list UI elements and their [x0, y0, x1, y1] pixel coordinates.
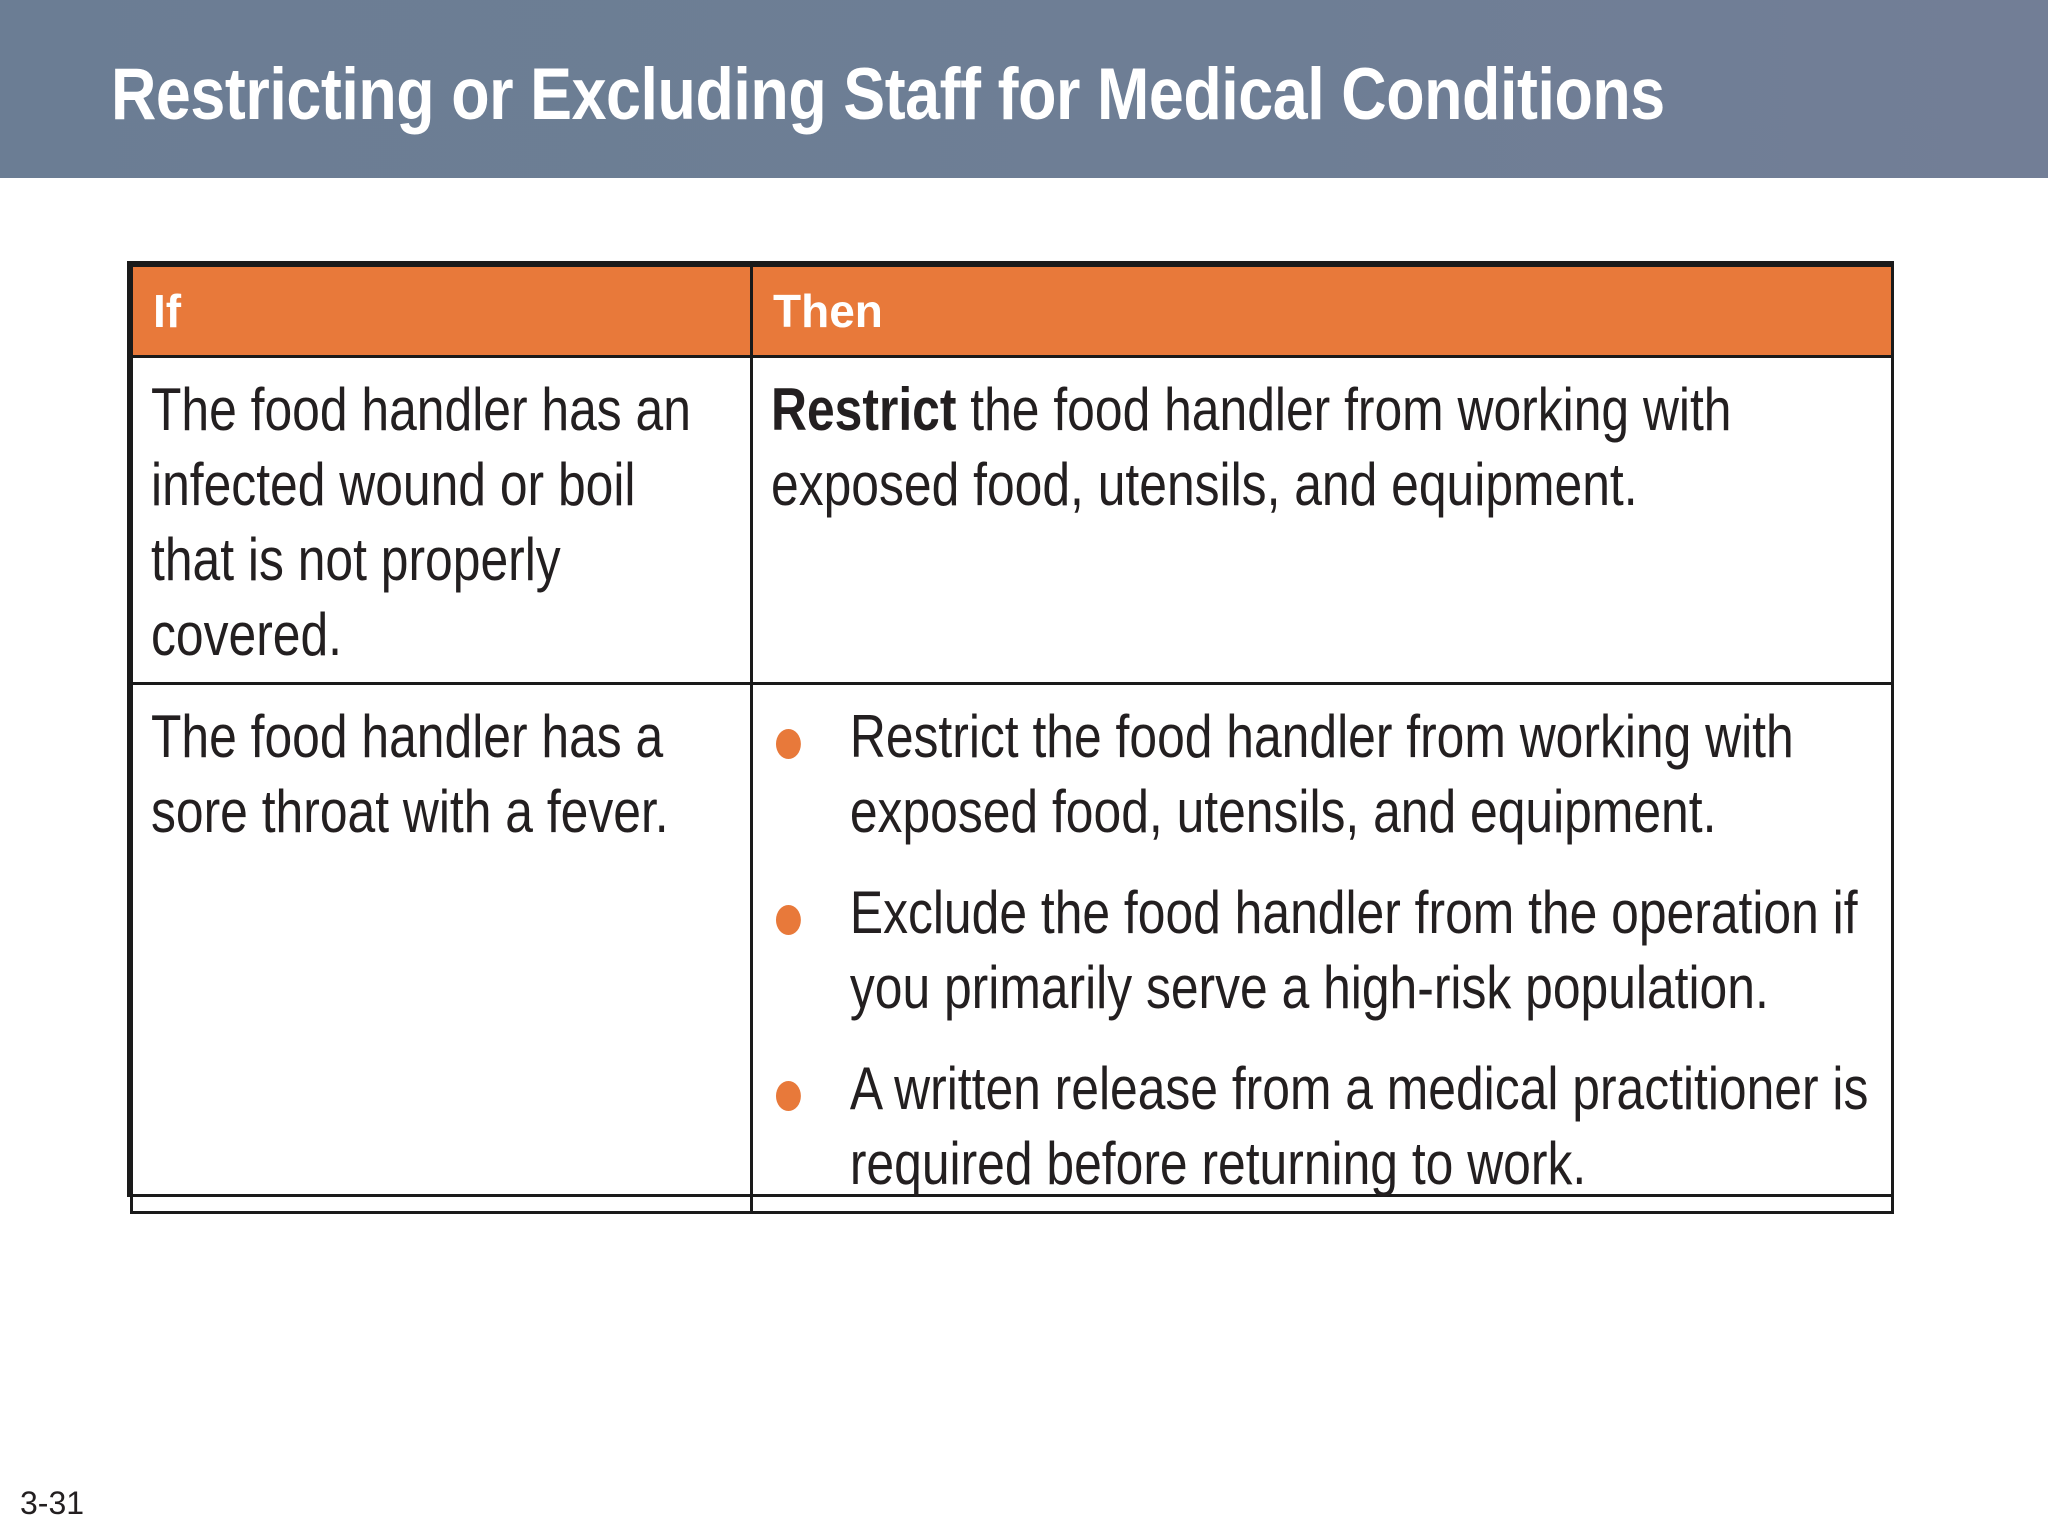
condition-text: The food handler has a sore throat with a fever. — [151, 703, 669, 845]
table-row — [132, 684, 1893, 1213]
table-header-row — [132, 266, 1893, 357]
list-item — [771, 875, 1869, 1025]
if-then-table — [130, 264, 1894, 1214]
header-if: If — [132, 266, 752, 357]
list-item — [771, 699, 1869, 849]
list-item — [771, 1051, 1869, 1201]
bullet-text: Exclude the food handler from the operation if you primarily serve a high-risk population. — [849, 879, 1858, 1021]
condition-cell — [132, 684, 752, 1213]
title-bar — [0, 0, 2048, 178]
slide-title: Restricting or Excluding Staff for Medical Conditions — [111, 54, 1665, 135]
action-rest: the food handler from working with exposed food, utensils, and equipment. — [771, 376, 1732, 518]
header-then: Then — [752, 266, 1893, 357]
bullet-text: A written release from a medical practitioner is required before returning to work. — [849, 1055, 1869, 1197]
bullet-dot-icon — [776, 1081, 801, 1111]
condition-cell — [132, 357, 752, 684]
action-cell — [752, 684, 1893, 1213]
bullet-text: Restrict the food handler from working with exposed food, utensils, and equipment. — [849, 703, 1794, 845]
bullet-dot-icon — [776, 729, 801, 759]
bullet-dot-icon — [776, 905, 801, 935]
action-keyword: Restrict — [771, 376, 957, 443]
page-number: 3-31 — [20, 1485, 85, 1521]
table-row — [132, 357, 1893, 684]
action-bullet-list — [771, 699, 1869, 1201]
if-then-table-container — [127, 261, 1894, 1197]
action-text — [771, 372, 1869, 522]
condition-text: The food handler has an infected wound or boil that is not properly covered. — [151, 376, 691, 668]
action-cell — [752, 357, 1893, 684]
